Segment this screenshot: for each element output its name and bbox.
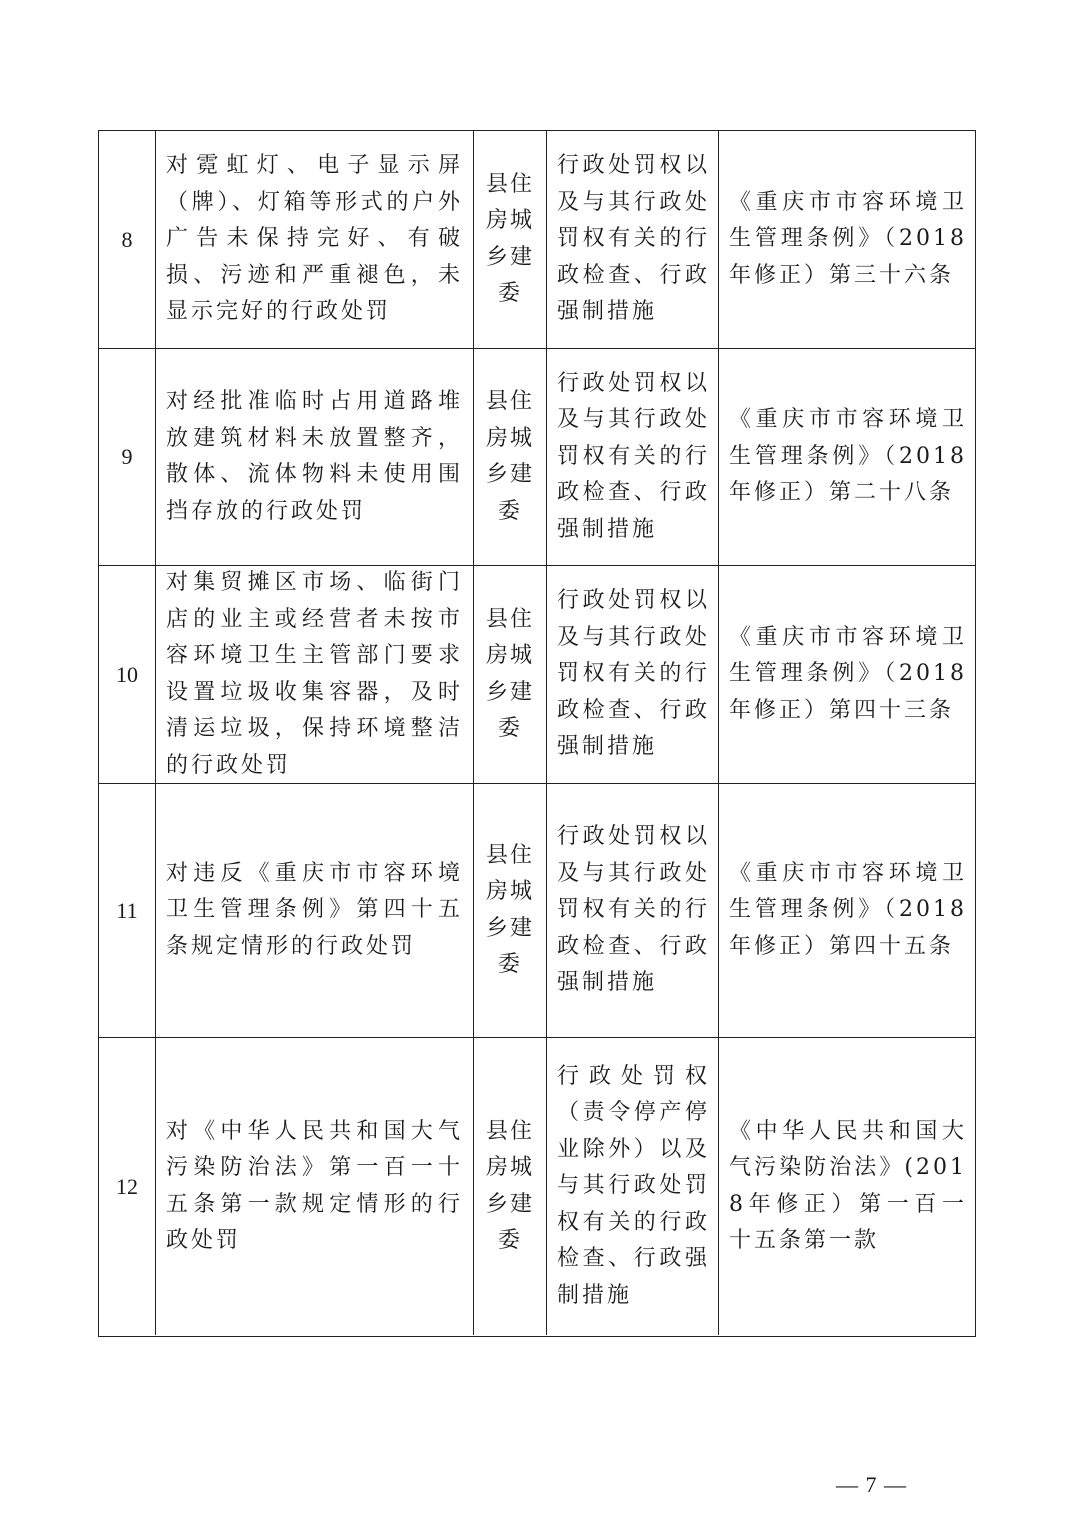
enforcement-table bbox=[98, 130, 976, 1337]
legal-basis: 《重庆市市容环境卫生管理条例》（2018年修正）第四十三条 bbox=[729, 624, 967, 723]
row-number: 12 bbox=[99, 1038, 156, 1335]
item-description: 对集贸摊区市场、临街门店的业主或经营者未按市容环境卫生主管部门要求设置垃圾收集容器，及时清运垃圾，保持环境整洁的行政处罚 bbox=[166, 570, 463, 778]
item-description: 对霓虹灯、电子显示屏（牌）、灯箱等形式的户外广告未保持完好、有破损、污迹和严重褪色，未显示完好的行政处罚 bbox=[166, 153, 463, 325]
department: 县住房城乡建委 bbox=[486, 389, 535, 524]
table-row bbox=[99, 1038, 975, 1335]
page-number: — 7 — bbox=[836, 1472, 907, 1497]
legal-basis: 《重庆市市容环境卫生管理条例》（2018年修正）第四十五条 bbox=[729, 860, 967, 959]
legal-basis: 《重庆市市容环境卫生管理条例》（2018年修正）第二十八条 bbox=[729, 407, 967, 506]
department: 县住房城乡建委 bbox=[486, 606, 535, 741]
authority: 行政处罚权以及与其行政处罚权有关的行政检查、行政强制措施 bbox=[557, 588, 710, 760]
department: 县住房城乡建委 bbox=[486, 171, 535, 306]
row-number: 11 bbox=[99, 784, 156, 1037]
item-description: 对经批准临时占用道路堆放建筑材料未放置整齐，散体、流体物料未使用围挡存放的行政处罚 bbox=[166, 389, 463, 524]
row-number: 8 bbox=[99, 131, 156, 348]
item-description: 对《中华人民共和国大气污染防治法》第一百一十五条第一款规定情形的行政处罚 bbox=[166, 1118, 463, 1253]
table-row bbox=[99, 566, 975, 784]
legal-basis: 《重庆市市容环境卫生管理条例》（2018年修正）第三十六条 bbox=[729, 189, 967, 288]
authority: 行政处罚权（责令停产停业除外）以及与其行政处罚权有关的行政检查、行政强制措施 bbox=[557, 1063, 710, 1308]
authority: 行政处罚权以及与其行政处罚权有关的行政检查、行政强制措施 bbox=[557, 824, 710, 996]
item-description: 对违反《重庆市市容环境卫生管理条例》第四十五条规定情形的行政处罚 bbox=[166, 860, 463, 959]
row-number: 10 bbox=[99, 566, 156, 783]
department: 县住房城乡建委 bbox=[486, 842, 535, 977]
department: 县住房城乡建委 bbox=[486, 1118, 535, 1253]
table-row bbox=[99, 131, 975, 349]
row-number: 9 bbox=[99, 349, 156, 565]
table-row bbox=[99, 349, 975, 566]
legal-basis: 《中华人民共和国大气污染防治法》(2018年修正）第一百一十五条第一款 bbox=[729, 1118, 967, 1253]
authority: 行政处罚权以及与其行政处罚权有关的行政检查、行政强制措施 bbox=[557, 370, 710, 542]
authority: 行政处罚权以及与其行政处罚权有关的行政检查、行政强制措施 bbox=[557, 153, 710, 325]
table-row bbox=[99, 784, 975, 1038]
